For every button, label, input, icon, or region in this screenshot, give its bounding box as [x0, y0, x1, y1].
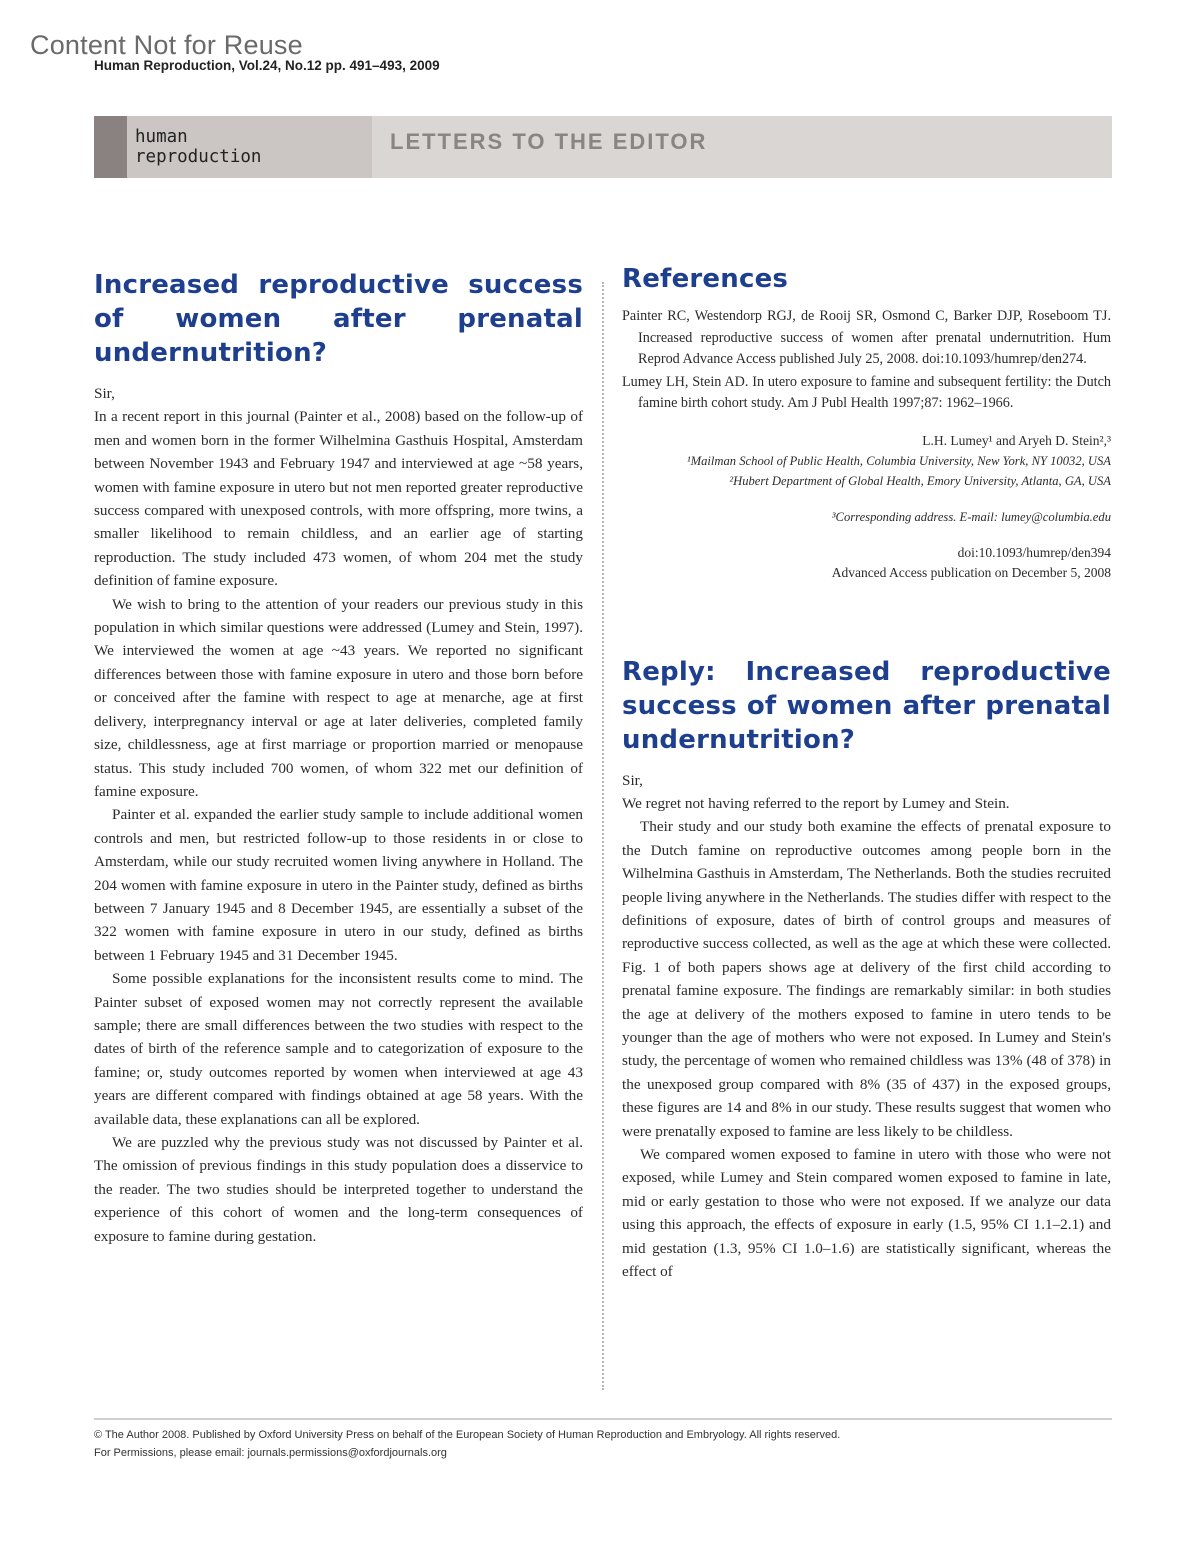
watermark-text: Content Not for Reuse	[30, 30, 303, 60]
signature-authors: L.H. Lumey¹ and Aryeh D. Stein²,³	[922, 432, 1111, 448]
journal-citation: Human Reproduction, Vol.24, No.12 pp. 491–493, 2009	[94, 58, 440, 73]
footer-rule	[94, 1418, 1112, 1420]
signature-affiliation-2: ²Hubert Department of Global Health, Emory University, Atlanta, GA, USA	[729, 473, 1111, 488]
letter-paragraph: We are puzzled why the previous study was not discussed by Painter et al. The omission of previous findings in this study population does a disservice to the reader. The two studies should be interpreted together to understand the experience of this cohort of women and the long-term consequences of exposure to famine during gestation.	[94, 1134, 583, 1245]
column-divider	[602, 282, 604, 1390]
section-banner	[94, 116, 1112, 178]
reply-salutation: Sir,	[622, 771, 643, 789]
reference-item: Painter RC, Westendorp RGJ, de Rooij SR, Osmond C, Barker DJP, Roseboom TJ. Increased reproductive success of women after prenatal undernutrition. Hum Reprod Advance Access published July 25, 2008. doi:10.1093/humrep/den274.	[622, 308, 1111, 367]
reply-paragraph: Their study and our study both examine the effects of prenatal exposure to the Dutch famine on reproductive outcomes among people born in the Wilhelmina Gasthuis in Amsterdam, The Netherlands. Both the studies recruited people living anywhere in the Netherlands. The studies differ with respect to the definitions of exposure, dates of birth of control groups and measures of reproductive success collected, as well as the age at which these were collected. Fig. 1 of both papers shows age at delivery of the first child according to prenatal famine exposure. The findings are remarkably similar: in both studies the age at delivery of the mothers exposed to famine in utero tends to be younger than the age of mothers who were not exposed. In Lumey and Stein's study, the percentage of women who remained childless was 13% (48 of 378) in the unexposed group compared with 8% (35 of 437) in the exposed groups, these figures are 14 and 8% in our study. These results suggest that women who were prenatally exposed to famine are less likely to be childless.	[622, 818, 1111, 1140]
signature-doi: doi:10.1093/humrep/den394	[957, 544, 1111, 560]
reply-paragraph: We compared women exposed to famine in utero with those who were not exposed, while Lumey and Stein compared women exposed to famine in late, mid or early gestation to those who were not exposed. If we analyze our data using this approach, the effects of exposure in early (1.5, 95% CI 1.1–2.1) and mid gestation (1.3, 95% CI 1.0–1.6) are statistically significant, whereas the effect of	[622, 1146, 1111, 1281]
signature-affiliation-1: ¹Mailman School of Public Health, Columbia University, New York, NY 10032, USA	[686, 453, 1111, 468]
letter-paragraph: In a recent report in this journal (Painter et al., 2008) based on the follow-up of men and women born in the former Wilhelmina Gasthuis Hospital, Amsterdam between November 1943 and February 1947 and interviewed at age ~58 years, women with famine exposure in utero but not men reported greater reproductive success compared with unexposed controls, with more offspring, more twins, a smaller likelihood to remain childless, and an earlier age of starting reproduction. The study included 473 women, of whom 204 met the study definition of famine exposure.	[94, 408, 583, 590]
letter-salutation: Sir,	[94, 385, 115, 402]
letter-column	[94, 268, 583, 1248]
page-footer	[94, 1426, 840, 1462]
reply-paragraph: We regret not having referred to the report by Lumey and Stein.	[622, 794, 1010, 812]
copyright-notice: © The Author 2008. Published by Oxford University Press on behalf of the European Society of Human Reproduction and Embryology. All rights reserved.	[94, 1429, 841, 1441]
reference-item: Lumey LH, Stein AD. In utero exposure to famine and subsequent fertility: the Dutch famine birth cohort study. Am J Publ Health 1997;87: 1962–1966.	[622, 373, 1111, 411]
banner-stripe	[94, 116, 127, 178]
reply-title: Reply: Increased reproductive success of women after prenatal undernutrition?	[622, 656, 1111, 755]
right-column	[622, 262, 1111, 1283]
letter-title: Increased reproductive success of women after prenatal undernutrition?	[94, 270, 583, 368]
signature-publication-date: Advanced Access publication on December 5, 2008	[831, 564, 1111, 580]
logo-line-1: human	[135, 127, 188, 147]
logo-line-2: reproduction	[135, 147, 262, 167]
permissions-notice: For Permissions, please email: journals.permissions@oxfordjournals.org	[94, 1447, 447, 1459]
signature-correspondence: ³Corresponding address. E-mail: lumey@columbia.edu	[831, 509, 1111, 524]
journal-logo	[127, 116, 372, 178]
references-title: References	[622, 264, 789, 294]
section-title: LETTERS TO THE EDITOR	[390, 129, 708, 154]
letter-paragraph: We wish to bring to the attention of your readers our previous study in this population in which similar questions were addressed (Lumey and Stein, 1997). We interviewed the women at age ~43 years. We reported no significant differences between those with famine exposure in utero and those born before or conceived after the famine with respect to age at menarche, age at first delivery, interpregnancy interval or age at later deliveries, completed family size, childlessness, age at first marriage or proportion married or menopause status. This study included 700 women, of whom 322 met our definition of famine exposure.	[94, 595, 583, 800]
letter-paragraph: Some possible explanations for the inconsistent results come to mind. The Painter subset of exposed women may not correctly represent the available sample; there are small differences between the two studies with respect to the dates of birth of the reference sample and to categorization of exposure to the famine; or, study outcomes reported by women when interviewed at age 43 years are different compared with findings obtained at age 58 years. With the available data, these explanations can all be explored.	[94, 970, 583, 1128]
letter-paragraph: Painter et al. expanded the earlier study sample to include additional women controls and men, but restricted follow-up to those residents in or close to Amsterdam, while our study recruited women living anywhere in Holland. The 204 women with famine exposure in utero in the Painter study, defined as births between 7 January 1945 and 8 December 1945, are essentially a subset of the 322 women with famine exposure in utero in our study, defined as births between 1 February 1945 and 31 December 1945.	[94, 806, 583, 964]
